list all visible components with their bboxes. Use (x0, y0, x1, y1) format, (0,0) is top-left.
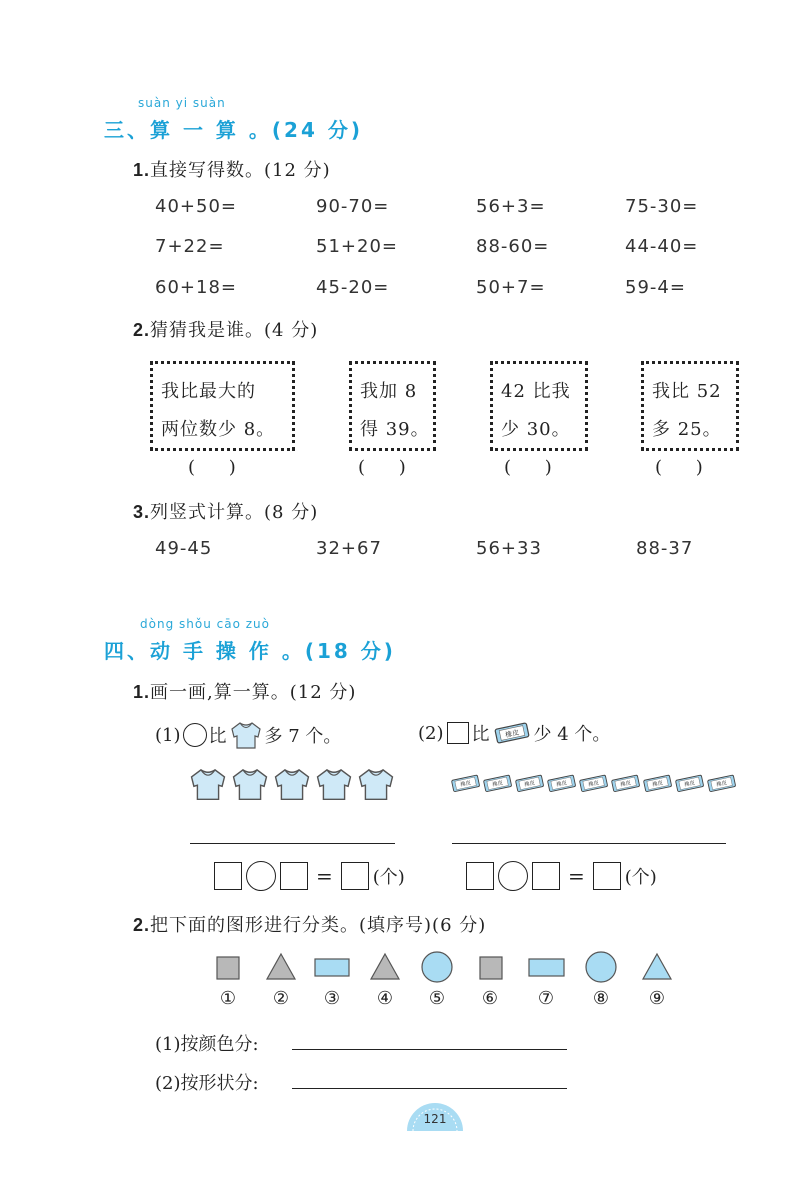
riddle-card (349, 361, 436, 451)
eraser-label: 橡皮 (459, 780, 472, 789)
vertical-calc-item: 56+33 (476, 538, 542, 559)
unit-label: (个) (624, 867, 657, 888)
answer-box[interactable] (466, 862, 494, 890)
sweater-icon (188, 766, 228, 802)
q2-number: 2. (133, 320, 151, 340)
section3-pinyin: suàn yi suàn (138, 96, 226, 110)
sub1-prefix: (1) (155, 724, 181, 746)
sweater-icon (229, 720, 263, 750)
riddle-line: 两位数少 8。 (161, 419, 276, 440)
arith-cell: 45-20= (316, 277, 390, 298)
gray-triangle-shape (371, 954, 399, 979)
eraser-icon (546, 768, 577, 798)
by-color-answer-line[interactable] (292, 1049, 567, 1050)
sub1-statement (155, 720, 341, 750)
by-shape-answer-line[interactable] (292, 1088, 567, 1089)
shape-number-label: ③ (323, 988, 341, 1009)
operator-circle[interactable] (498, 861, 528, 891)
equals-sign: = (568, 864, 585, 888)
q1-heading (133, 156, 331, 182)
q1-number: 1. (133, 160, 151, 180)
answer-blank[interactable]: ( ) (504, 457, 566, 478)
answer-blank[interactable]: ( ) (188, 457, 250, 478)
eraser-row (450, 768, 737, 798)
operator-circle[interactable] (246, 861, 276, 891)
riddle-line: 42 比我 (501, 381, 571, 402)
eraser-icon (492, 720, 532, 746)
eraser-label: 橡皮 (523, 780, 536, 789)
answer-box[interactable] (593, 862, 621, 890)
square-icon (447, 722, 469, 744)
shape-number-label: ④ (376, 988, 394, 1009)
q1-text: 直接写得数。(12 分) (150, 160, 331, 181)
riddle-line: 我加 8 (360, 381, 418, 402)
blue-triangle-shape (643, 954, 671, 979)
blue-rectangle-shape (315, 959, 349, 976)
s4-q1-text: 画一画,算一算。(12 分) (150, 682, 357, 703)
eraser-icon (578, 768, 609, 798)
answer-box[interactable] (214, 862, 242, 890)
eraser-icon (706, 768, 737, 798)
sweater-icon (272, 766, 312, 802)
sub2-prefix: (2) (418, 722, 444, 744)
eraser-icon (514, 768, 545, 798)
equals-sign: = (316, 864, 333, 888)
blue-circle-shape (422, 952, 452, 982)
arith-cell: 50+7= (476, 277, 546, 298)
eraser-icon (674, 768, 705, 798)
riddle-line: 得 39。 (360, 419, 430, 440)
riddle-line: 我比最大的 (161, 381, 256, 402)
q2-heading (133, 316, 318, 342)
equation-row (214, 861, 405, 891)
q2-text: 猜猜我是谁。(4 分) (150, 320, 319, 341)
blue-rectangle-shape (529, 959, 564, 976)
vertical-calc-item: 49-45 (155, 538, 213, 559)
shape-number-label: ⑥ (481, 988, 499, 1009)
arith-cell: 90-70= (316, 196, 390, 217)
blue-circle-shape (586, 952, 616, 982)
riddle-card (490, 361, 588, 451)
riddle-line: 我比 52 (652, 381, 722, 402)
eraser-label: 橡皮 (491, 780, 504, 789)
arith-cell: 7+22= (155, 236, 225, 257)
riddle-line: 多 25。 (652, 419, 722, 440)
s4-q2-number: 2. (133, 915, 151, 935)
answer-box[interactable] (341, 862, 369, 890)
shape-number-label: ⑧ (592, 988, 610, 1009)
q3-number: 3. (133, 502, 151, 522)
section3-title: 三、算 一 算 。(24 分) (104, 118, 363, 142)
eraser-icon (450, 768, 481, 798)
shape-number-label: ⑨ (648, 988, 666, 1009)
q3-text: 列竖式计算。(8 分) (150, 502, 319, 523)
drawing-line[interactable] (190, 843, 395, 844)
by-color-label: (1)按颜色分: (155, 1034, 259, 1055)
sub2-statement (418, 720, 610, 746)
s4-q2-text: 把下面的图形进行分类。(填序号)(6 分) (150, 915, 487, 936)
answer-box[interactable] (532, 862, 560, 890)
eraser-label: 橡皮 (619, 780, 632, 789)
answer-blank[interactable]: ( ) (655, 457, 717, 478)
section4-title: 四、动 手 操 作 。(18 分) (104, 639, 396, 663)
drawing-line[interactable] (452, 843, 726, 844)
vertical-calc-item: 32+67 (316, 538, 382, 559)
sub2-suffix: 少 4 个。 (533, 724, 611, 745)
s4-q1-number: 1. (133, 682, 151, 702)
arith-cell: 51+20= (316, 236, 398, 257)
riddle-card (150, 361, 295, 451)
riddle-line: 少 30。 (501, 419, 571, 440)
arith-cell: 75-30= (625, 196, 699, 217)
sweater-icon (230, 766, 270, 802)
answer-box[interactable] (280, 862, 308, 890)
sub2-mid: 比 (471, 724, 490, 745)
eraser-label: 橡皮 (715, 780, 728, 789)
gray-square-shape (217, 957, 239, 979)
arith-cell: 59-4= (625, 277, 686, 298)
gray-triangle-shape (267, 954, 295, 979)
eraser-label: 橡皮 (683, 780, 696, 789)
unit-label: (个) (372, 867, 405, 888)
shape-number-label: ② (272, 988, 290, 1009)
eraser-label: 橡皮 (587, 780, 600, 789)
arith-cell: 60+18= (155, 277, 237, 298)
eraser-label: 橡皮 (651, 780, 664, 789)
shapes-row (200, 950, 680, 986)
circle-icon (183, 723, 207, 747)
gray-square-shape (480, 957, 502, 979)
s4-q2-heading (133, 911, 486, 937)
by-shape-label: (2)按形状分: (155, 1073, 259, 1094)
vertical-calc-item: 88-37 (636, 538, 694, 559)
eraser-icon (482, 768, 513, 798)
section4-pinyin: dòng shǒu cāo zuò (140, 617, 270, 631)
shape-number-label: ⑦ (537, 988, 555, 1009)
arith-cell: 40+50= (155, 196, 237, 217)
s4-q1-heading (133, 678, 356, 704)
eraser-icon (642, 768, 673, 798)
arith-cell: 44-40= (625, 236, 699, 257)
equation-row (466, 861, 657, 891)
sub1-suffix: 多 7 个。 (264, 726, 342, 747)
arith-cell: 56+3= (476, 196, 546, 217)
arith-cell: 88-60= (476, 236, 550, 257)
shape-number-label: ① (219, 988, 237, 1009)
answer-blank[interactable]: ( ) (358, 457, 420, 478)
page-number: 121 (423, 1112, 447, 1126)
sweater-icon (314, 766, 354, 802)
sweater-row (188, 766, 396, 802)
q3-heading (133, 498, 318, 524)
eraser-label: 橡皮 (504, 728, 520, 740)
shape-number-label: ⑤ (428, 988, 446, 1009)
sub1-mid: 比 (208, 726, 227, 747)
eraser-icon (610, 768, 641, 798)
riddle-card (641, 361, 739, 451)
sweater-icon (356, 766, 396, 802)
eraser-label: 橡皮 (555, 780, 568, 789)
